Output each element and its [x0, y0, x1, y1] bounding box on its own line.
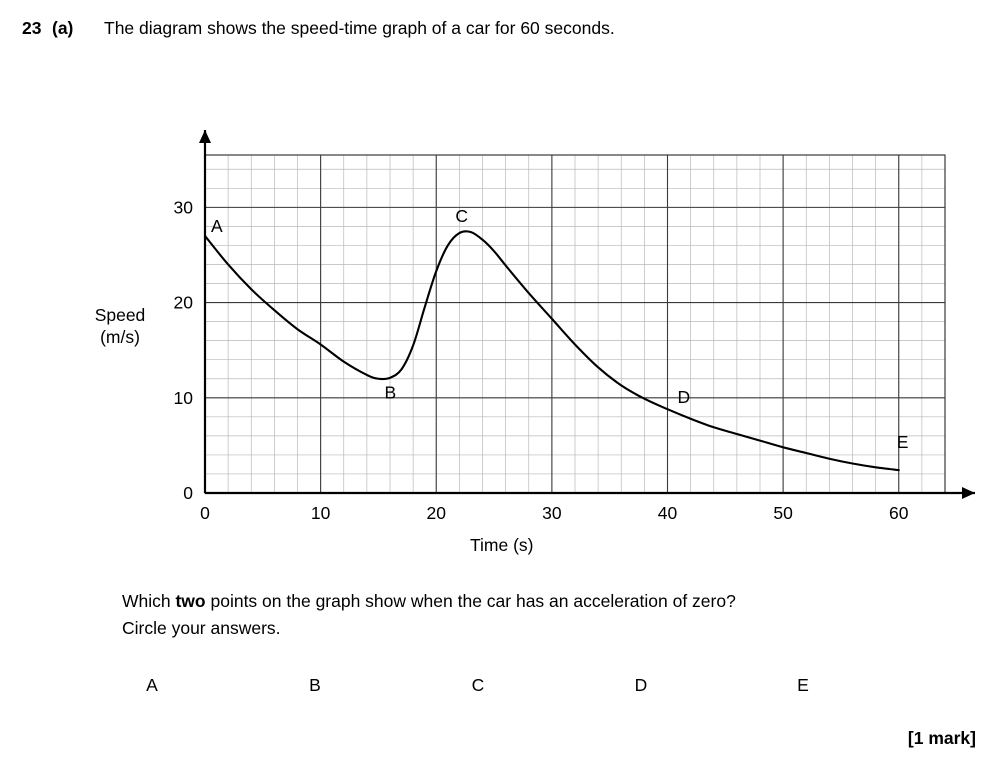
answer-option-b[interactable]: B [309, 675, 321, 695]
y-tick-label: 0 [183, 483, 193, 503]
chart-plot-area [0, 60, 1000, 570]
y-tick-label: 30 [173, 197, 193, 218]
x-tick-label: 30 [542, 503, 562, 523]
question-prompt [122, 588, 972, 642]
prompt-text-bold: two [175, 591, 206, 611]
y-tick-label: 10 [173, 387, 193, 408]
speed-time-graph-figure [0, 60, 1000, 570]
prompt-text-after: points on the graph show when the car has an acceleration of zero? [205, 591, 736, 611]
answer-option-a[interactable]: A [146, 675, 158, 695]
y-axis-label-line2: (m/s) [100, 326, 140, 347]
x-tick-label: 50 [773, 503, 793, 523]
question-header [22, 18, 615, 39]
marks-allocation: [1 mark] [907, 728, 976, 748]
prompt-text-before: Which [122, 591, 176, 611]
x-tick-label: 0 [200, 503, 210, 523]
answer-option-d[interactable]: D [634, 675, 648, 695]
prompt-line-2: Circle your answers. [122, 618, 281, 639]
x-tick-label: 20 [426, 503, 446, 523]
curve-point-label-d: D [677, 387, 691, 408]
y-axis-label-line1: Speed [94, 305, 146, 325]
curve-point-label-a: A [211, 215, 223, 236]
curve-point-label-c: C [455, 206, 469, 227]
answer-option-c[interactable]: C [471, 675, 485, 695]
curve-point-label-b: B [384, 382, 397, 403]
x-axis-arrow [962, 487, 975, 499]
question-part: (a) [52, 18, 74, 38]
curve-point-label-e: E [896, 432, 909, 453]
y-tick-label: 20 [173, 292, 193, 313]
prompt-line-1 [122, 588, 972, 615]
question-stem: The diagram shows the speed-time graph of a car for 60 seconds. [104, 18, 615, 38]
x-tick-label: 10 [310, 503, 331, 523]
x-axis-label: Time (s) [470, 535, 534, 555]
x-tick-label: 40 [657, 503, 678, 523]
y-axis-arrow [199, 130, 211, 143]
answer-option-e[interactable]: E [797, 675, 809, 695]
x-tick-label: 60 [889, 503, 909, 523]
question-number: 23 [22, 18, 42, 38]
answer-options-row [0, 675, 1000, 705]
